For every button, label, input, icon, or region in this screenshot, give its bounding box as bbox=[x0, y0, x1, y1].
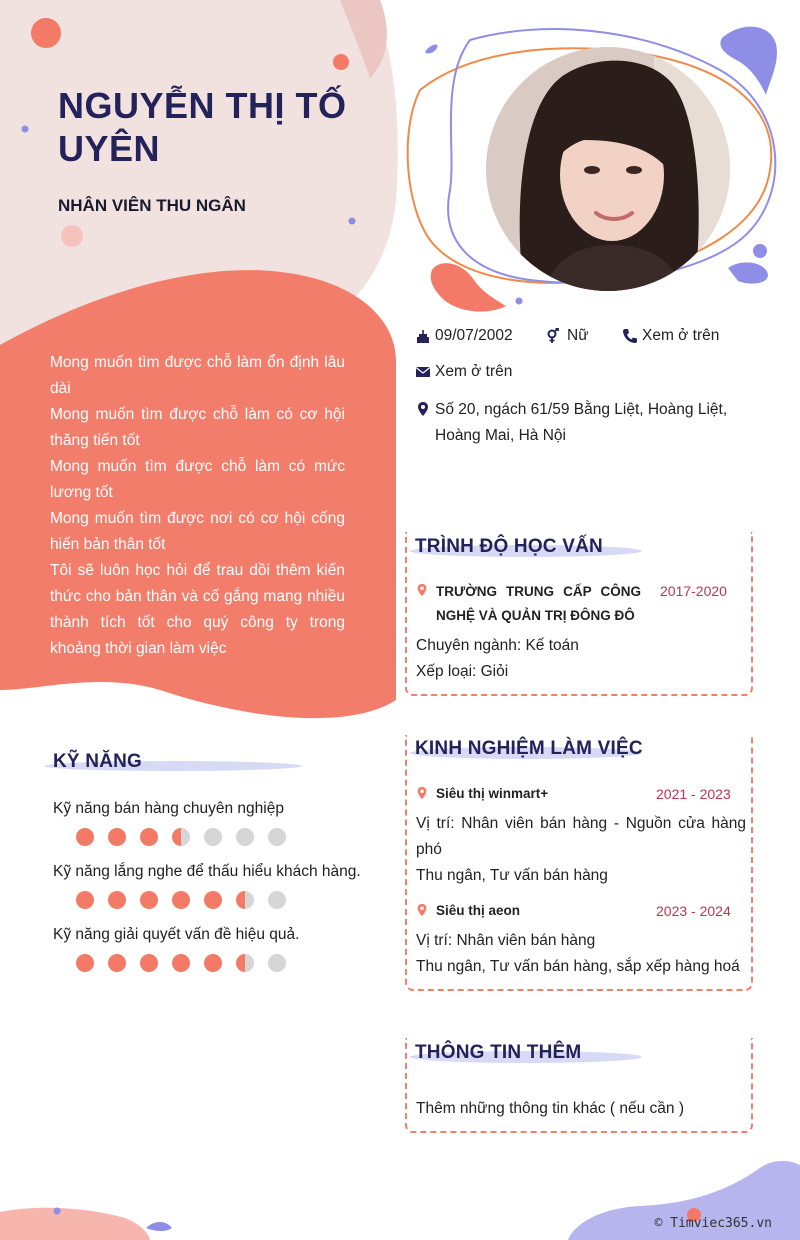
job-role: Vị trí: Nhân viên bán hàng - Nguồn cửa hàng phó bbox=[416, 815, 746, 858]
company-name: Siêu thị aeon bbox=[436, 903, 521, 918]
objective-line: Tôi sẽ luôn học hỏi để trau dồi thêm kiến thức cho bản thân và cố gắng mang nhiều thành tích tốt cho quý công ty trong khoảng thời gian làm việc bbox=[50, 562, 345, 657]
address-value: Số 20, ngách 61/59 Bằng Liệt, Hoàng Liệt, Hoàng Mai, Hà Nội bbox=[435, 401, 728, 444]
job-title: NHÂN VIÊN THU NGÂN bbox=[58, 196, 246, 215]
education-grade: Xếp loại: Giỏi bbox=[416, 663, 509, 680]
skill-name: Kỹ năng giải quyết vấn đề hiệu quả. bbox=[53, 926, 300, 943]
address-row bbox=[415, 397, 765, 449]
phone-value: Xem ở trên bbox=[642, 327, 720, 344]
skill-dot bbox=[108, 828, 126, 846]
location-pin-icon bbox=[415, 902, 429, 923]
skill-dot bbox=[268, 954, 286, 972]
extra-info-title: THÔNG TIN THÊM bbox=[415, 1042, 582, 1063]
education-major: Chuyên ngành: Kế toán bbox=[416, 637, 579, 654]
job-tasks: Thu ngân, Tư vấn bán hàng bbox=[416, 867, 608, 884]
gender-icon bbox=[545, 328, 561, 344]
education-period: 2017-2020 bbox=[660, 583, 727, 599]
envelope-icon bbox=[415, 364, 431, 380]
skill-dot bbox=[172, 891, 190, 909]
skill-dot bbox=[204, 891, 222, 909]
skill-dot bbox=[76, 954, 94, 972]
company-name: Siêu thị winmart+ bbox=[436, 786, 549, 801]
location-pin-icon bbox=[415, 582, 429, 603]
job-period: 2021 - 2023 bbox=[656, 786, 731, 802]
skill-dot bbox=[108, 954, 126, 972]
skill-rating bbox=[76, 828, 300, 846]
skill-dot bbox=[236, 891, 254, 909]
skill-dot bbox=[76, 828, 94, 846]
copyright: © Timviec365.vn bbox=[654, 1216, 772, 1231]
skill-name: Kỹ năng lắng nghe để thấu hiểu khách hàng. bbox=[53, 863, 361, 880]
job-period: 2023 - 2024 bbox=[656, 903, 731, 919]
skill-dot bbox=[76, 891, 94, 909]
birthday-row bbox=[415, 327, 513, 345]
school-name: TRƯỜNG TRUNG CẤP CÔNG NGHỆ VÀ QUẢN TRỊ ĐÔNG ĐÔ bbox=[436, 584, 641, 623]
skill-name: Kỹ năng bán hàng chuyên nghiệp bbox=[53, 800, 284, 817]
career-objective bbox=[50, 350, 345, 662]
skill-dot bbox=[140, 891, 158, 909]
phone-row bbox=[622, 327, 719, 345]
objective-line: Mong muốn tìm được chỗ làm có mức lương tốt bbox=[50, 458, 345, 501]
skill-dot bbox=[204, 828, 222, 846]
skill-rating bbox=[76, 891, 300, 909]
skills-title: KỸ NĂNG bbox=[53, 751, 143, 772]
location-pin-icon bbox=[415, 785, 429, 806]
extra-info-text: Thêm những thông tin khác ( nếu cần ) bbox=[416, 1100, 685, 1117]
objective-line: Mong muốn tìm được chỗ làm ổn định lâu dài bbox=[50, 354, 345, 397]
skill-rating bbox=[76, 954, 300, 972]
birthday-cake-icon bbox=[415, 328, 431, 344]
gender-value: Nữ bbox=[567, 327, 589, 344]
job-tasks: Thu ngân, Tư vấn bán hàng, sắp xếp hàng hoá bbox=[416, 958, 740, 975]
skill-dot bbox=[140, 828, 158, 846]
gender-row bbox=[545, 327, 589, 345]
skill-dot bbox=[108, 891, 126, 909]
education-title: TRÌNH ĐỘ HỌC VẤN bbox=[415, 536, 603, 557]
skill-dot bbox=[236, 828, 254, 846]
email-row bbox=[415, 363, 512, 381]
skill-dot bbox=[268, 891, 286, 909]
objective-line: Mong muốn tìm được chỗ làm có cơ hội thăng tiến tốt bbox=[50, 406, 345, 449]
profile-photo bbox=[484, 45, 732, 293]
skill-dot bbox=[204, 954, 222, 972]
skill-dot bbox=[268, 828, 286, 846]
skill-dot bbox=[236, 954, 254, 972]
phone-icon bbox=[622, 328, 638, 344]
birthday-value: 09/07/2002 bbox=[435, 327, 513, 344]
experience-title: KINH NGHIỆM LÀM VIỆC bbox=[415, 738, 643, 759]
job-role: Vị trí: Nhân viên bán hàng bbox=[416, 932, 596, 949]
skill-dot bbox=[172, 828, 190, 846]
candidate-name: NGUYỄN THỊ TỐ UYÊN bbox=[58, 85, 347, 169]
skill-dot bbox=[172, 954, 190, 972]
location-pin-icon bbox=[415, 401, 431, 449]
objective-line: Mong muốn tìm được nơi có cơ hội cống hiến bản thân tốt bbox=[50, 510, 345, 553]
skill-dot bbox=[140, 954, 158, 972]
email-value: Xem ở trên bbox=[435, 363, 513, 380]
